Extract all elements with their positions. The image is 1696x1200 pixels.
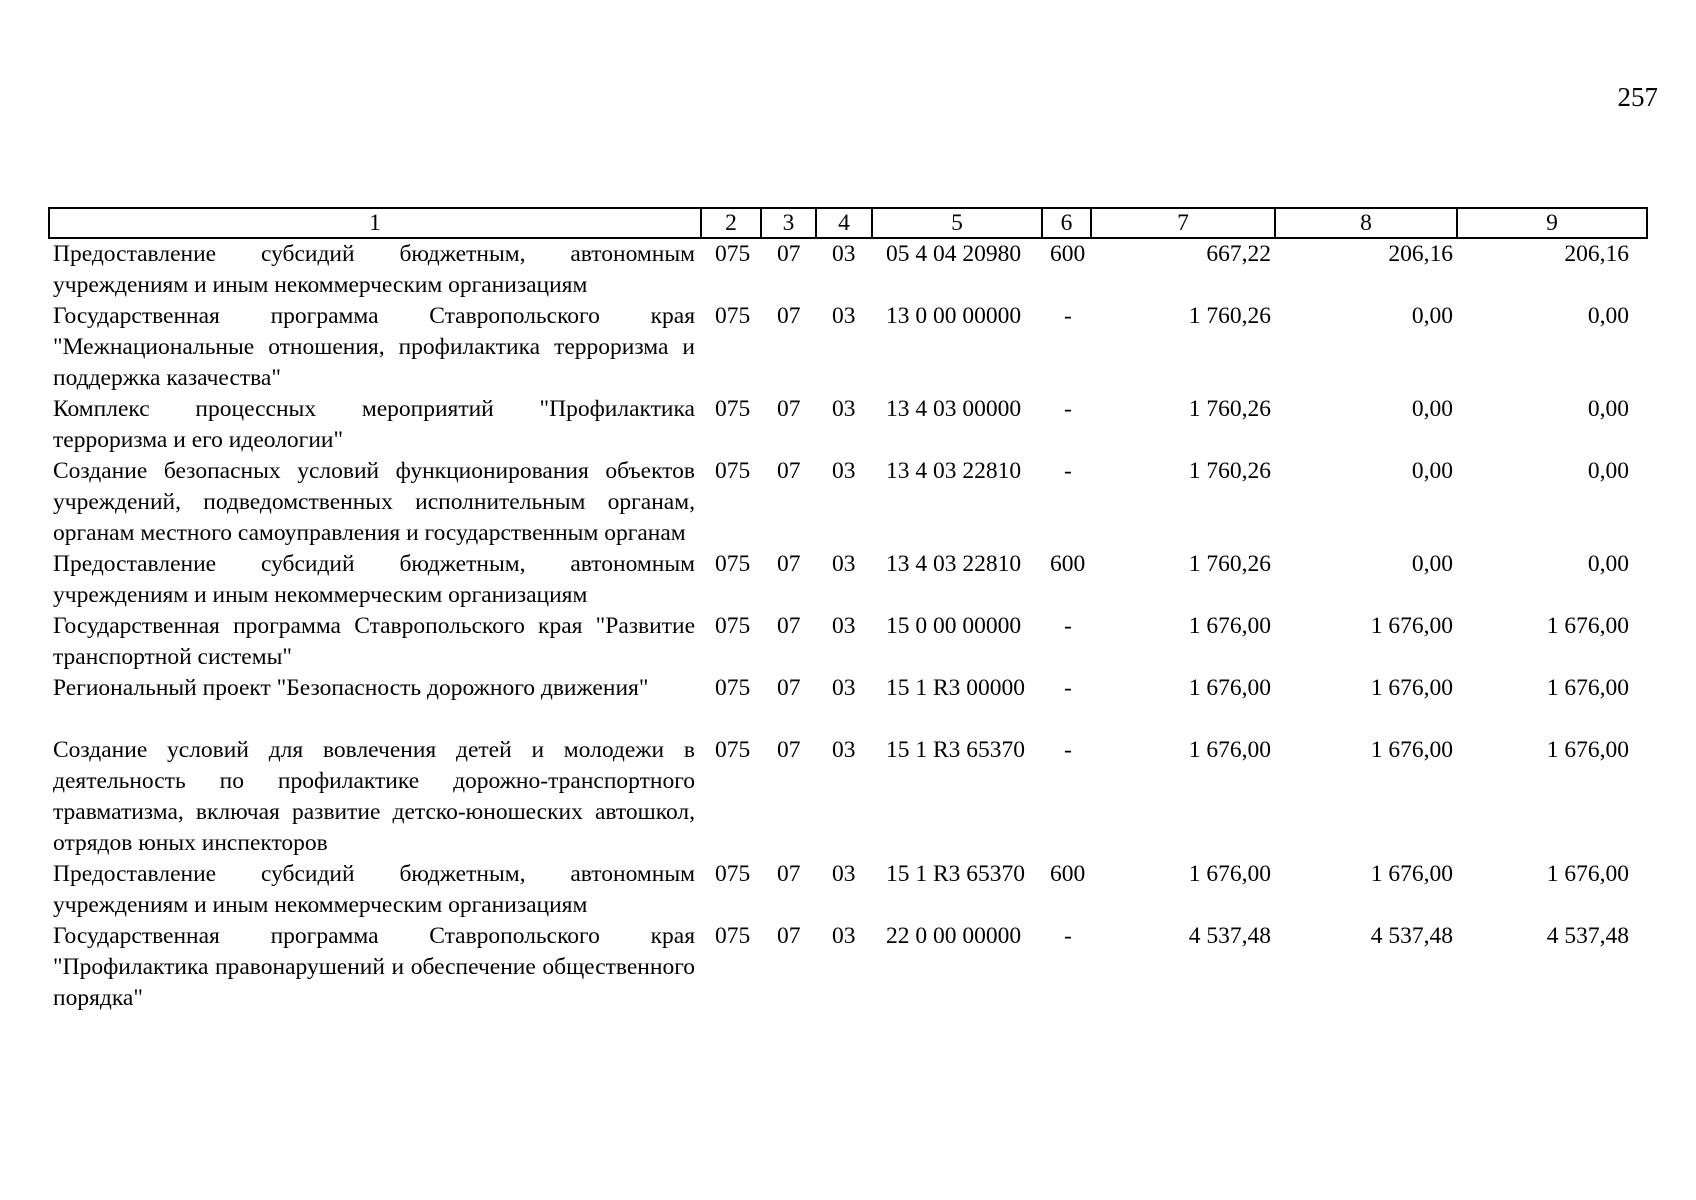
row-amount-year-3: 0,00 xyxy=(1587,396,1629,422)
row-ministry-code: 075 xyxy=(715,396,751,422)
row-ministry-code: 075 xyxy=(715,861,751,887)
row-amount-year-2: 206,16 xyxy=(1388,241,1453,267)
header-cell-4: 4 xyxy=(816,208,872,238)
row-subsection-code: 03 xyxy=(832,675,856,701)
header-cell-6: 6 xyxy=(1042,208,1091,238)
table-row xyxy=(49,549,1647,611)
table-row xyxy=(49,921,1647,1014)
table-row xyxy=(49,735,1647,859)
row-amount-year-2: 0,00 xyxy=(1411,458,1453,484)
row-name: Государственная программа Ставропольского края "Межнациональные отношения, профилактика терроризма и поддержка казачества" xyxy=(53,303,695,391)
table-header xyxy=(49,208,1647,238)
row-name: Предоставление субсидий бюджетным, автономным учреждениям и иным некоммерческим организациям xyxy=(53,241,695,298)
table-row xyxy=(49,859,1647,921)
row-expense-type: 600 xyxy=(1050,861,1086,887)
row-section-code: 07 xyxy=(777,861,801,887)
row-amount-year-1: 1 676,00 xyxy=(1188,613,1271,639)
row-expense-type: - xyxy=(1064,458,1072,484)
row-subsection-code: 03 xyxy=(832,613,856,639)
row-amount-year-2: 0,00 xyxy=(1411,551,1453,577)
row-name: Региональный проект "Безопасность дорожного движения" xyxy=(53,675,649,701)
row-amount-year-1: 1 676,00 xyxy=(1188,861,1271,887)
row-expense-type: - xyxy=(1064,923,1072,949)
row-amount-year-2: 0,00 xyxy=(1411,303,1453,329)
row-section-code: 07 xyxy=(777,458,801,484)
row-amount-year-3: 1 676,00 xyxy=(1546,737,1629,763)
row-section-code: 07 xyxy=(777,241,801,267)
table-row xyxy=(49,456,1647,549)
header-cell-9: 9 xyxy=(1457,208,1647,238)
row-amount-year-2: 1 676,00 xyxy=(1370,861,1453,887)
row-subsection-code: 03 xyxy=(832,241,856,267)
row-amount-year-1: 1 760,26 xyxy=(1188,303,1271,329)
header-cell-7: 7 xyxy=(1091,208,1275,238)
row-subsection-code: 03 xyxy=(832,458,856,484)
row-amount-year-3: 0,00 xyxy=(1587,303,1629,329)
row-name: Государственная программа Ставропольского края "Развитие транспортной системы" xyxy=(53,613,695,670)
row-expense-type: - xyxy=(1064,737,1072,763)
row-ministry-code: 075 xyxy=(715,737,751,763)
header-cell-3: 3 xyxy=(761,208,816,238)
row-section-code: 07 xyxy=(777,675,801,701)
row-amount-year-1: 1 676,00 xyxy=(1188,737,1271,763)
row-ministry-code: 075 xyxy=(715,458,751,484)
row-ministry-code: 075 xyxy=(715,675,751,701)
row-name: Комплекс процессных мероприятий "Профилактика терроризма и его идеологии" xyxy=(53,396,695,453)
row-ministry-code: 075 xyxy=(715,551,751,577)
row-amount-year-1: 4 537,48 xyxy=(1188,923,1271,949)
header-cell-8: 8 xyxy=(1275,208,1457,238)
row-amount-year-1: 667,22 xyxy=(1206,241,1271,267)
row-expense-type: - xyxy=(1064,303,1072,329)
row-section-code: 07 xyxy=(777,923,801,949)
row-amount-year-1: 1 676,00 xyxy=(1188,675,1271,701)
row-amount-year-3: 1 676,00 xyxy=(1546,675,1629,701)
row-section-code: 07 xyxy=(777,613,801,639)
row-expense-type: 600 xyxy=(1050,241,1086,267)
row-ministry-code: 075 xyxy=(715,613,751,639)
row-amount-year-3: 0,00 xyxy=(1587,551,1629,577)
row-expense-type: - xyxy=(1064,613,1072,639)
row-ministry-code: 075 xyxy=(715,241,751,267)
row-expense-type: - xyxy=(1064,396,1072,422)
header-cell-5: 5 xyxy=(872,208,1042,238)
row-name: Предоставление субсидий бюджетным, автономным учреждениям и иным некоммерческим организациям xyxy=(53,551,695,608)
row-target-article: 13 0 00 00000 xyxy=(886,303,1022,329)
row-target-article: 15 1 R3 65370 xyxy=(886,861,1026,887)
table-row xyxy=(49,301,1647,394)
row-target-article: 13 4 03 00000 xyxy=(886,396,1022,422)
row-amount-year-2: 1 676,00 xyxy=(1370,675,1453,701)
page-number: 257 xyxy=(1617,82,1658,112)
row-section-code: 07 xyxy=(777,737,801,763)
row-amount-year-2: 1 676,00 xyxy=(1370,737,1453,763)
row-ministry-code: 075 xyxy=(715,303,751,329)
row-amount-year-3: 4 537,48 xyxy=(1546,923,1629,949)
row-expense-type: - xyxy=(1064,675,1072,701)
row-section-code: 07 xyxy=(777,396,801,422)
row-amount-year-1: 1 760,26 xyxy=(1188,458,1271,484)
row-subsection-code: 03 xyxy=(832,396,856,422)
row-subsection-code: 03 xyxy=(832,551,856,577)
header-cell-2: 2 xyxy=(701,208,761,238)
table-row xyxy=(49,611,1647,673)
row-name: Предоставление субсидий бюджетным, автономным учреждениям и иным некоммерческим организациям xyxy=(53,861,695,918)
header-cell-1: 1 xyxy=(49,208,701,238)
spacer-cell xyxy=(49,704,1647,735)
row-amount-year-1: 1 760,26 xyxy=(1188,396,1271,422)
row-amount-year-3: 1 676,00 xyxy=(1546,613,1629,639)
row-section-code: 07 xyxy=(777,551,801,577)
row-subsection-code: 03 xyxy=(832,303,856,329)
row-subsection-code: 03 xyxy=(832,737,856,763)
row-amount-year-3: 206,16 xyxy=(1564,241,1629,267)
header-row xyxy=(49,208,1647,238)
row-subsection-code: 03 xyxy=(832,923,856,949)
row-name: Создание условий для вовлечения детей и молодежи в деятельность по профилактике дорожно-транспортного травматизма, включая развитие детско-юношеских автошкол, отрядов юных инспекторов xyxy=(53,737,695,856)
row-target-article: 15 1 R3 65370 xyxy=(886,737,1026,763)
row-target-article: 15 0 00 00000 xyxy=(886,613,1022,639)
row-expense-type: 600 xyxy=(1050,551,1086,577)
row-name: Создание безопасных условий функционирования объектов учреждений, подведомственных исполнительным органам, органам местного самоуправления и государственным органам xyxy=(53,458,695,546)
table-row xyxy=(49,394,1647,456)
row-subsection-code: 03 xyxy=(832,861,856,887)
row-target-article: 13 4 03 22810 xyxy=(886,551,1022,577)
row-amount-year-1: 1 760,26 xyxy=(1188,551,1271,577)
row-target-article: 13 4 03 22810 xyxy=(886,458,1022,484)
row-amount-year-3: 1 676,00 xyxy=(1546,861,1629,887)
budget-table xyxy=(48,207,1648,1014)
row-amount-year-2: 4 537,48 xyxy=(1370,923,1453,949)
table-body xyxy=(49,238,1647,1014)
row-target-article: 22 0 00 00000 xyxy=(886,923,1022,949)
table-row xyxy=(49,673,1647,704)
row-amount-year-3: 0,00 xyxy=(1587,458,1629,484)
row-amount-year-2: 0,00 xyxy=(1411,396,1453,422)
row-name: Государственная программа Ставропольского края "Профилактика правонарушений и обеспечение общественного порядка" xyxy=(53,923,695,1011)
row-target-article: 15 1 R3 00000 xyxy=(886,675,1026,701)
row-amount-year-2: 1 676,00 xyxy=(1370,613,1453,639)
row-ministry-code: 075 xyxy=(715,923,751,949)
row-section-code: 07 xyxy=(777,303,801,329)
table-row xyxy=(49,238,1647,301)
row-target-article: 05 4 04 20980 xyxy=(886,241,1022,267)
spacer-row xyxy=(49,704,1647,735)
